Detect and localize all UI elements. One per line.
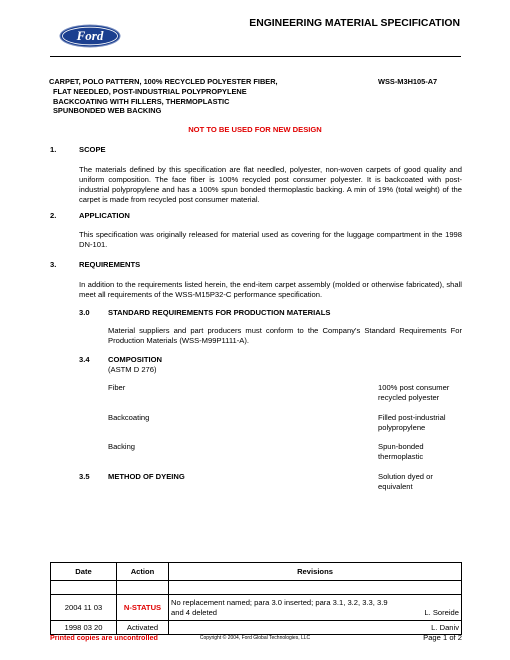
header-title: ENGINEERING MATERIAL SPECIFICATION bbox=[249, 18, 460, 29]
doc-number: WSS-M3H105-A7 bbox=[378, 77, 438, 86]
section-heading-requirements: REQUIREMENTS bbox=[79, 260, 141, 269]
section-text-standard: Material suppliers and part producers must conform to the Company's Standard Requirements For Production Materials (WSS-M99P1111-A). bbox=[108, 326, 462, 345]
doc-title-line: SPUNBONDED WEB BACKING bbox=[53, 106, 162, 116]
section-heading-standard: STANDARD REQUIREMENTS FOR PRODUCTION MATERIALS bbox=[108, 308, 331, 317]
value-line: Solution dyed or bbox=[378, 472, 433, 481]
footer-copyright: Copyright © 2004, Ford Global Technologies, LLC bbox=[199, 635, 311, 641]
dyeing-value bbox=[378, 472, 468, 492]
revision-text bbox=[171, 598, 459, 618]
section-number-application: 2. bbox=[50, 211, 57, 220]
col-header-action: Action bbox=[117, 563, 169, 581]
footer-uncontrolled-notice: Printed copies are uncontrolled bbox=[50, 633, 158, 642]
doc-title-line: BACKCOATING WITH FILLERS, THERMOPLASTIC bbox=[53, 96, 230, 106]
cell-date bbox=[51, 581, 117, 595]
section-text-application: This specification was originally released for material used as covering for the luggage compartment in the 1998 DN-101. bbox=[79, 230, 462, 249]
value-line: thermoplastic bbox=[378, 451, 424, 461]
col-header-date: Date bbox=[51, 563, 117, 581]
section-number-dyeing: 3.5 bbox=[79, 472, 90, 481]
composition-label-backing: Backing bbox=[108, 442, 136, 451]
cell-date: 2004 11 03 bbox=[51, 595, 117, 621]
ford-logo-text: Ford bbox=[76, 28, 104, 43]
table-row bbox=[51, 595, 462, 621]
design-notice: NOT TO BE USED FOR NEW DESIGN bbox=[188, 125, 322, 134]
section-heading-application: APPLICATION bbox=[79, 211, 130, 220]
cell-revision bbox=[169, 595, 462, 621]
cell-revision bbox=[169, 581, 462, 595]
section-number-standard: 3.0 bbox=[79, 308, 90, 317]
value-line: Spun-bonded bbox=[378, 442, 424, 451]
cell-action: N-STATUS bbox=[117, 595, 169, 621]
cell-date: 1998 03 20 bbox=[51, 621, 117, 635]
doc-title-line: CARPET, POLO PATTERN, 100% RECYCLED POLYESTER FIBER, bbox=[49, 77, 278, 86]
section-number-composition: 3.4 bbox=[79, 355, 90, 364]
value-line: equivalent bbox=[378, 481, 413, 491]
cell-action: Activated bbox=[117, 621, 169, 635]
section-heading-dyeing: METHOD OF DYEING bbox=[108, 472, 185, 481]
section-number-scope: 1. bbox=[50, 145, 57, 154]
section-heading-composition: COMPOSITION bbox=[108, 355, 163, 364]
revision-author: L. Daniv bbox=[431, 622, 459, 632]
composition-label-fiber: Fiber bbox=[108, 383, 126, 392]
table-row bbox=[51, 581, 462, 595]
doc-title-line: FLAT NEEDLED, POST-INDUSTRIAL POLYPROPYLENE bbox=[53, 86, 247, 96]
revision-table bbox=[50, 562, 462, 635]
revision-description: No replacement named; para 3.0 inserted; para 3.1, 3.2, 3.3, 3.9 and 4 deleted bbox=[171, 597, 388, 617]
composition-test-method: (ASTM D 276) bbox=[108, 365, 157, 374]
composition-value-fiber bbox=[378, 383, 468, 403]
header-divider bbox=[50, 56, 461, 57]
value-line: recycled polyester bbox=[378, 392, 440, 402]
value-line: Filled post-industrial bbox=[378, 413, 446, 422]
composition-value-backing bbox=[378, 442, 468, 462]
composition-label-backcoating: Backcoating bbox=[108, 413, 150, 422]
section-number-requirements: 3. bbox=[50, 260, 57, 269]
revision-author: L. Soreide bbox=[424, 607, 459, 617]
composition-value-backcoating bbox=[378, 413, 468, 433]
revision-text bbox=[171, 623, 459, 633]
section-text-scope: The materials defined by this specification are flat needled, polyester, non-woven carpets of good quality and uniform composition. The face fiber is 100% recycled post consumer polyester. It is backcoated with post-industrial polypropylene and has a 100% spun bonded thermoplastic backing. A min of 19% (total weight) of the carpet is made from recycled post consumer material. bbox=[79, 165, 462, 204]
section-heading-scope: SCOPE bbox=[79, 145, 106, 154]
footer-page-number: Page 1 of 2 bbox=[423, 633, 462, 642]
value-line: 100% post consumer bbox=[378, 383, 450, 392]
doc-title bbox=[49, 77, 339, 116]
revision-header-row bbox=[51, 563, 462, 581]
value-line: polypropylene bbox=[378, 422, 426, 432]
col-header-revisions: Revisions bbox=[169, 563, 462, 581]
section-text-requirements: In addition to the requirements listed herein, the end-item carpet assembly (molded or otherwise fabricated), shall meet all requirements of the WSS-M15P32-C performance specification. bbox=[79, 280, 462, 299]
ford-logo bbox=[59, 24, 121, 48]
cell-action bbox=[117, 581, 169, 595]
